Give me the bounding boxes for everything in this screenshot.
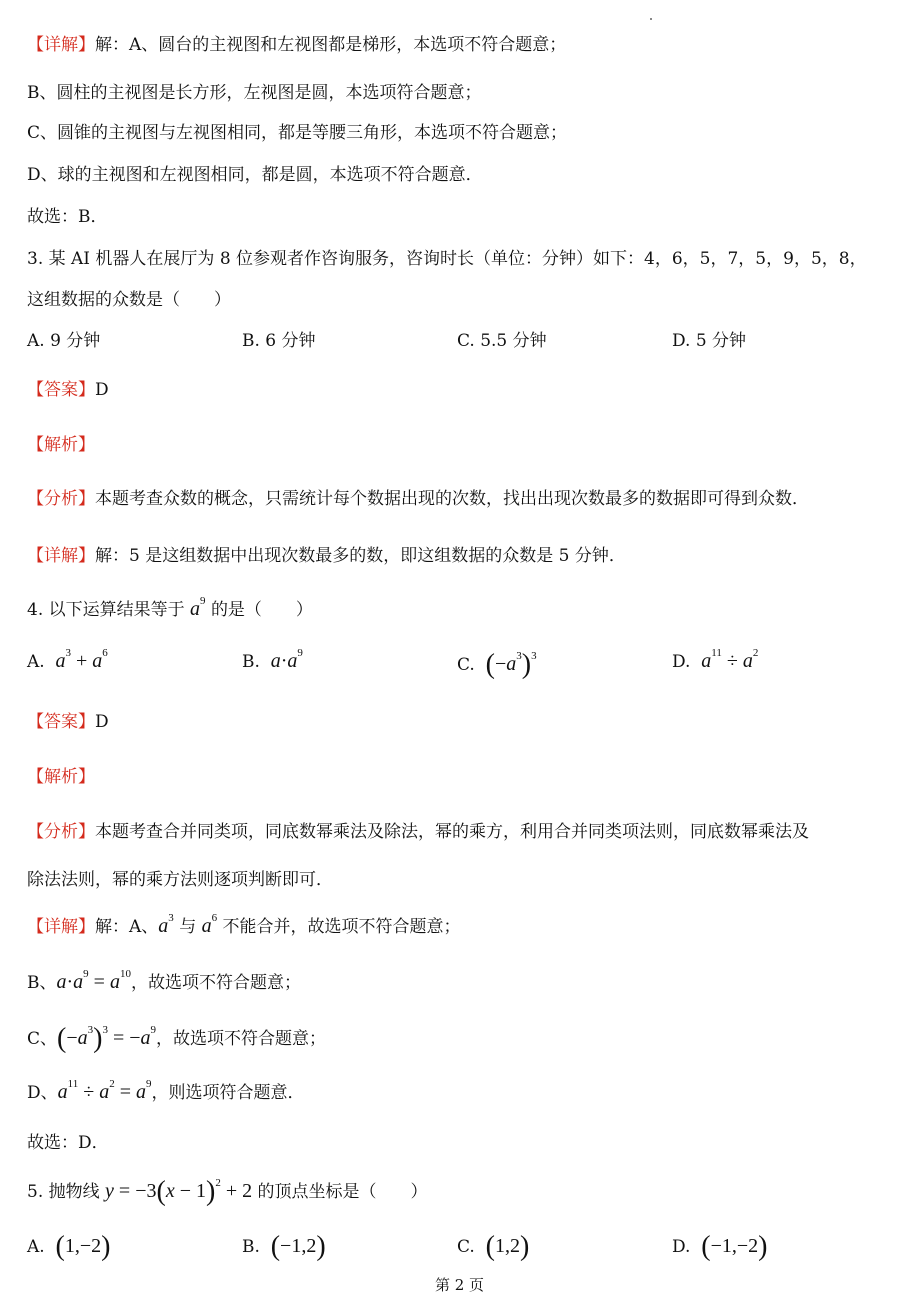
scan-dot: [650, 18, 652, 20]
q3-answer: 【答案】D: [27, 380, 109, 400]
q4-choice: 故选：D．: [27, 1133, 109, 1153]
math-opt-c: $(-a^3)^3$: [485, 649, 537, 680]
q3-jiexi: 【解析】: [27, 435, 95, 455]
q3-option-d: D. 5 分钟: [672, 331, 747, 351]
page-footer: 第 2 页: [434, 1276, 485, 1294]
q4-detail-a: 【详解】解：A、$a^3$ 与 $a^6$ 不能合并，故选项不符合题意；: [27, 912, 461, 937]
q4-analysis-line2: 除法法则，幂的乘方法则逐项判断即可．: [27, 870, 333, 890]
q4-option-c: C. $(-a^3)^3$: [457, 649, 537, 680]
q4-jiexi: 【解析】: [27, 767, 95, 787]
q5-option-d: D. (−1,−2): [672, 1231, 768, 1262]
math-opt-a: $a^3 + a^6$: [55, 647, 108, 672]
q4-option-a: A. $a^3 + a^6$: [27, 647, 108, 672]
q3-option-b: B. 6 分钟: [242, 331, 316, 351]
q2-detail-line-c: C、圆锥的主视图与左视图相同，都是等腰三角形，本选项不符合题意；: [27, 123, 568, 143]
q2-detail-line-a: 【详解】解：A、圆台的主视图和左视图都是梯形，本选项不符合题意；: [27, 35, 567, 55]
q4-detail-c: C、$(-a^3)^3 = -a^9$，故选项不符合题意；: [27, 1023, 327, 1054]
q4-analysis-line1: 【分析】本题考查合并同类项，同底数幂乘法及除法，幂的乘方，利用合并同类项法则，同底数幂乘法及: [27, 822, 809, 842]
q5-option-b: B. (−1,2): [242, 1231, 326, 1262]
detail-tag: 【详解】: [27, 35, 95, 55]
q3-analysis: 【分析】本题考查众数的概念，只需统计每个数据出现的次数，找出出现次数最多的数据即可得到众数．: [27, 489, 809, 509]
q3-stem-line2: 这组数据的众数是（ ）: [27, 290, 231, 310]
q5-option-c: C. (1,2): [457, 1231, 530, 1262]
q4-option-b: B. $a\cdot a^9$: [242, 647, 303, 672]
q5-stem: 5. 抛物线 $y = -3(x - 1)^2 + 2$ 的顶点坐标是（ ）: [27, 1176, 428, 1207]
q4-detail-d: D、$a^{11} \div a^2 = a^9$，则选项符合题意．: [27, 1078, 305, 1103]
math-opt-b: $a\cdot a^9$: [270, 647, 303, 672]
q3-option-c: C. 5.5 分钟: [457, 331, 547, 351]
q3-option-a: A. 9 分钟: [27, 331, 101, 351]
q4-option-d: D. $a^{11} \div a^2$: [672, 647, 759, 672]
q5-option-a: A. (1,−2): [27, 1231, 111, 1262]
q4-stem: 4. 以下运算结果等于 $a^9$ 的是（ ）: [27, 595, 313, 620]
q4-answer: 【答案】D: [27, 712, 109, 732]
q2-detail-line-b: B、圆柱的主视图是长方形，左视图是圆，本选项符合题意；: [27, 83, 482, 103]
q2-choice: 故选：B．: [27, 207, 108, 227]
math-opt-d: $a^{11} \div a^2$: [701, 647, 759, 672]
q4-detail-b: B、$a\cdot a^9 = a^{10}$，故选项不符合题意；: [27, 968, 301, 993]
q3-stem-line1: 3. 某 AI 机器人在展厅为 8 位参观者作咨询服务，咨询时长（单位：分钟）如下：4，6，5，7，5，9，5，8，: [27, 249, 867, 269]
q3-detail: 【详解】解：5 是这组数据中出现次数最多的数，即这组数据的众数是 5 分钟．: [27, 546, 626, 566]
math-a9: $a^9$: [190, 595, 206, 620]
math-parabola: $y = -3(x - 1)^2 + 2$: [105, 1176, 253, 1207]
q2-detail-line-d: D、球的主视图和左视图相同，都是圆，本选项不符合题意．: [27, 165, 483, 185]
